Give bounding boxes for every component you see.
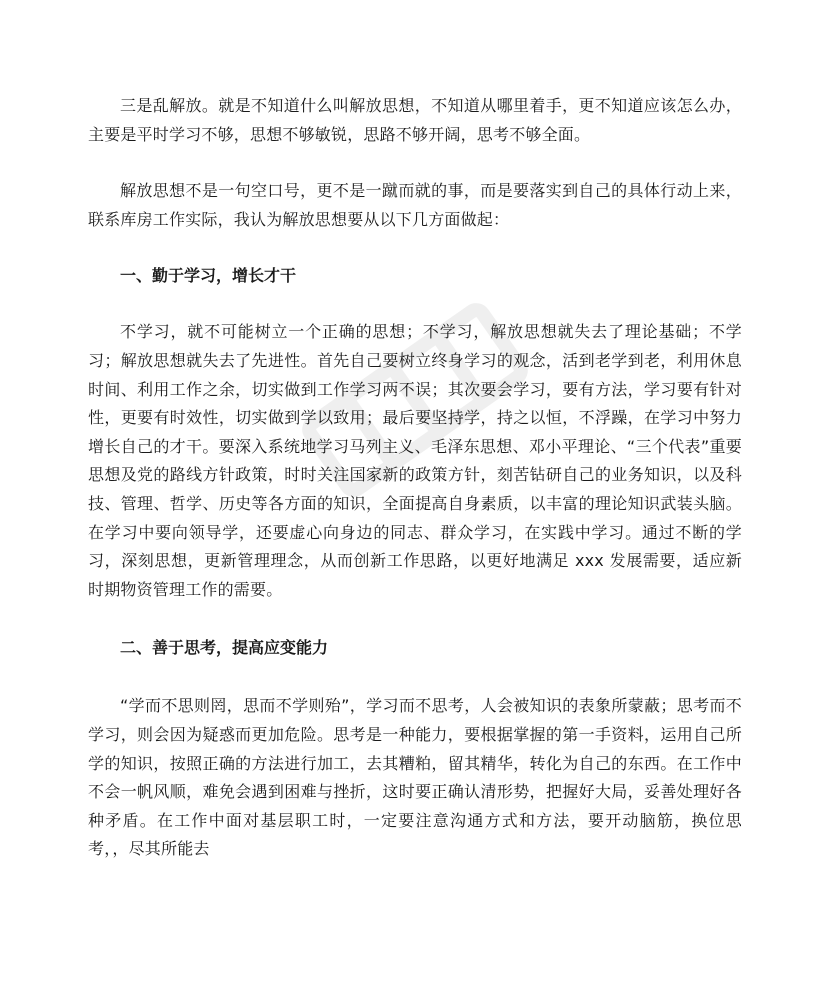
section-heading-thinking: 二、善于思考，提高应变能力 bbox=[120, 638, 329, 658]
section-heading-study: 一、勤于学习，增长才干 bbox=[120, 266, 297, 286]
document-body bbox=[88, 92, 742, 864]
paragraph-study: 不学习，就不可能树立一个正确的思想；不学习，解放思想就失去了理论基础；不学习；解放思想就失去了先进性。首先自己要树立终身学习的观念，活到老学到老，利用休息时间、利用工作之余，切实做到工作学习两不误；其次要会学习，要有方法，学习要有针对性，更要有时效性，切实做到学以致用；最后要坚持学，持之以恒，不浮躁，在学习中努力增长自己的才干。要深入系统地学习马列主义、毛泽东思想、邓小平理论、“三个代表”重要思想及党的路线方针政策，时时关注国家新的政策方针，刻苦钻研自己的业务知识，以及科技、管理、哲学、历史等各方面的知识，全面提高自身素质，以丰富的理论知识武装头脑。在学习中要向领导学，还要虚心向身边的同志、群众学习，在实践中学习。通过不断的学习，深刻思想，更新管理理念，从而创新工作思路，以更好地满足 xxx 发展需要，适应新时期物资管理工作的需要。 bbox=[88, 322, 742, 599]
paragraph-thinking: “学而不思则罔，思而不学则殆”，学习而不思考，人会被知识的表象所蒙蔽；思考而不学习，则会因为疑惑而更加危险。思考是一种能力，要根据掌握的第一手资料，运用自己所学的知识，按照正确的方法进行加工，去其糟粕，留其精华，转化为自己的东西。在工作中不会一帆风顺，难免会遇到困难与挫折，这时要正确认清形势，把握好大局，妥善处理好各种矛盾。在工作中面对基层职工时，一定要注意沟通方式和方法，要开动脑筋，换位思考，，尽其所能去 bbox=[88, 696, 742, 859]
paragraph-chaos-liberation: 三是乱解放。就是不知道什么叫解放思想，不知道从哪里着手，更不知道应该怎么办，主要是平时学习不够，思想不够敏锐，思路不够开阔，思考不够全面。 bbox=[88, 96, 742, 144]
paragraph-intro: 解放思想不是一句空口号，更不是一蹴而就的事，而是要落实到自己的具体行动上来，联系库房工作实际，我认为解放思想要从以下几方面做起： bbox=[88, 181, 742, 229]
